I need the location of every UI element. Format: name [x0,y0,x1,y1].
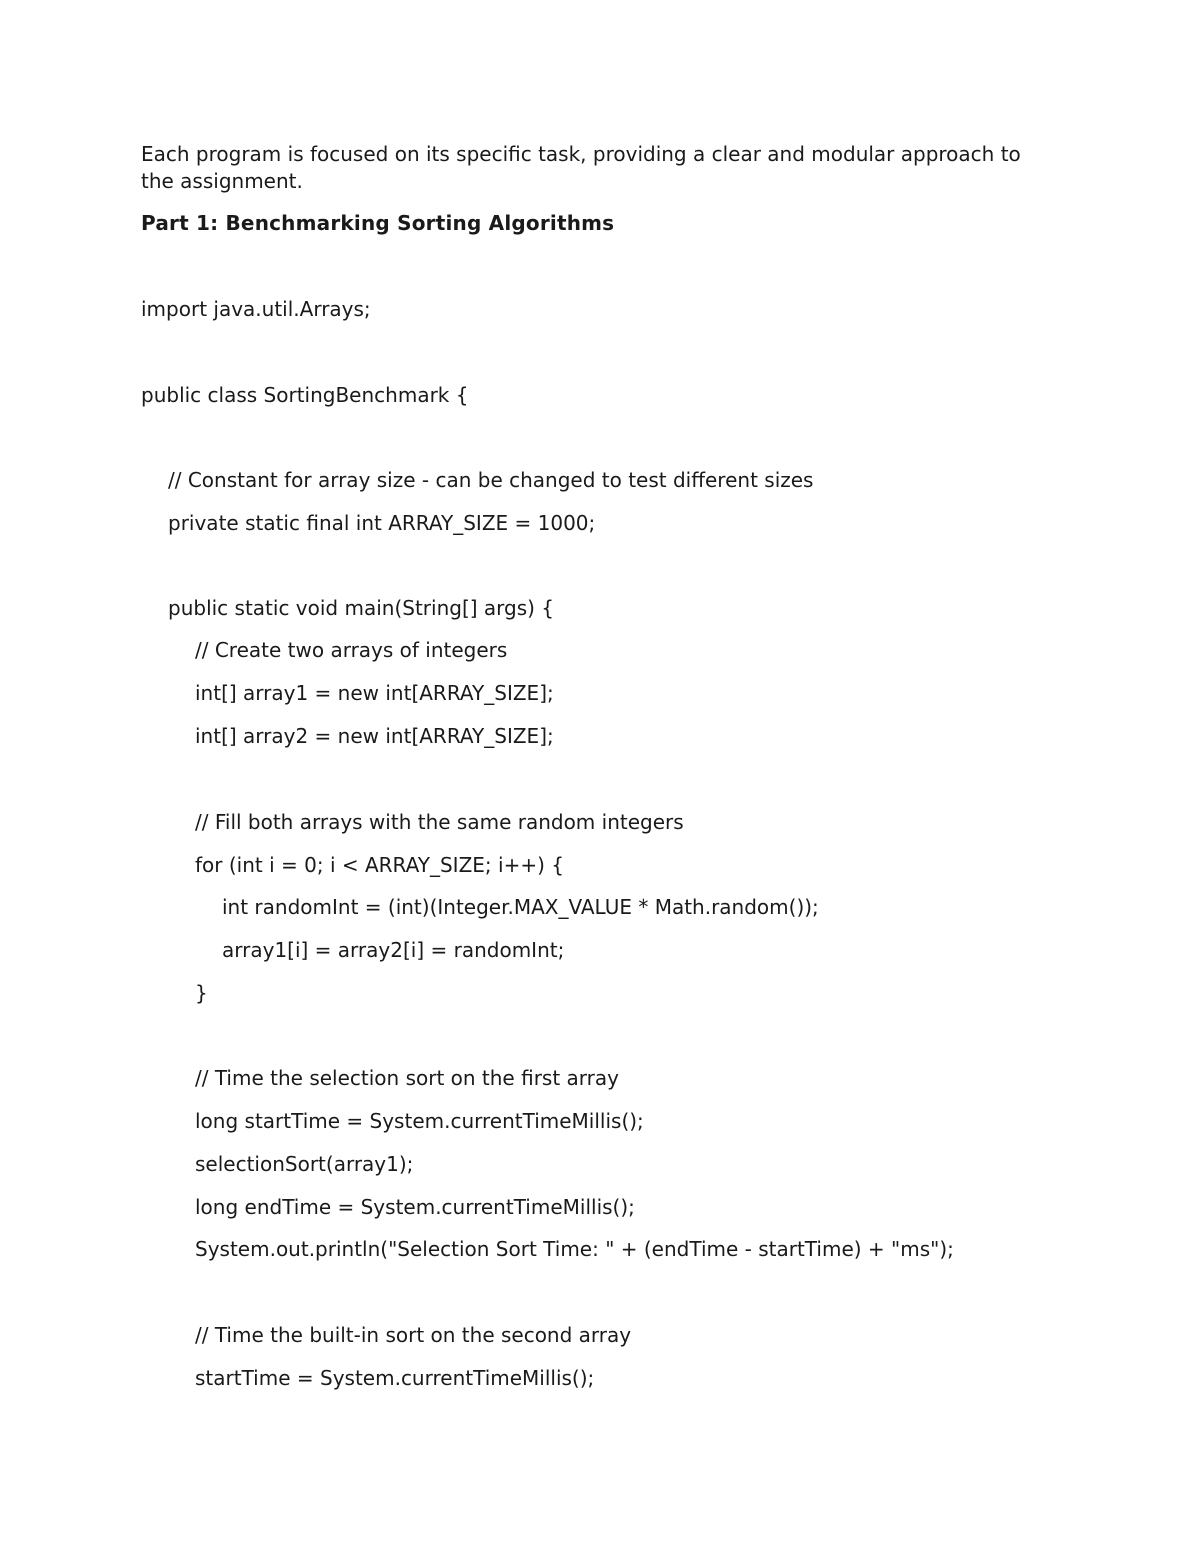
code-line: import java.util.Arrays; [141,297,371,321]
code-comment: // Constant for array size - can be changed to test different sizes [168,468,814,492]
code-line: System.out.println("Selection Sort Time: " + (endTime - startTime) + "ms"); [195,1237,954,1261]
code-line: int[] array2 = new int[ARRAY_SIZE]; [195,724,554,748]
code-line: long endTime = System.currentTimeMillis(); [195,1195,635,1219]
code-line: } [195,981,208,1005]
code-line: public static void main(String[] args) { [168,596,555,620]
code-comment: // Time the built-in sort on the second array [195,1323,632,1347]
code-line: public class SortingBenchmark { [141,383,469,407]
code-comment: // Time the selection sort on the first array [195,1066,619,1090]
code-line: for (int i = 0; i < ARRAY_SIZE; i++) { [195,853,564,877]
code-comment: // Create two arrays of integers [195,638,508,662]
section-heading: Part 1: Benchmarking Sorting Algorithms [141,211,615,235]
code-line: int[] array1 = new int[ARRAY_SIZE]; [195,681,554,705]
code-line: long startTime = System.currentTimeMillis(); [195,1109,644,1133]
code-line: int randomInt = (int)(Integer.MAX_VALUE * Math.random()); [222,895,819,919]
code-comment: // Fill both arrays with the same random integers [195,810,684,834]
code-line: array1[i] = array2[i] = randomInt; [222,938,565,962]
code-line: selectionSort(array1); [195,1152,414,1176]
code-line: startTime = System.currentTimeMillis(); [195,1366,595,1390]
intro-paragraph: Each program is focused on its specific task, providing a clear and modular approach to the assignment. [141,142,1021,193]
code-line: private static final int ARRAY_SIZE = 1000; [168,511,596,535]
